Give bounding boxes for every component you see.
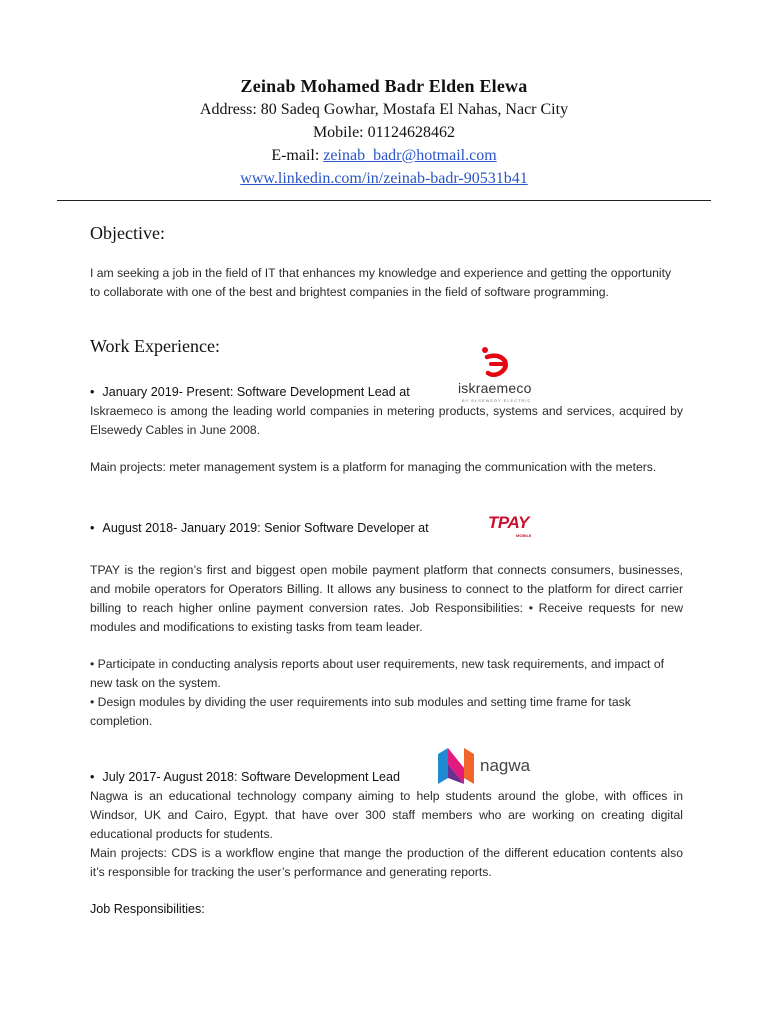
contact-header — [0, 74, 768, 190]
bullet: • — [90, 521, 95, 535]
job-title-iskraemeco — [90, 385, 410, 399]
iskraemeco-logo-subtitle: BY ELSEWEDY ELECTRIC — [462, 398, 532, 403]
objective-heading: Objective: — [90, 223, 165, 243]
objective-text: I am seeking a job in the field of IT that enhances my knowledge and experience and getting the opportunity to collaborate with one of the best and brightest companies in the field of software programming. — [90, 266, 672, 299]
linkedin-link[interactable]: www.linkedin.com/in/zeinab-badr-90531b41 — [240, 170, 528, 187]
tpay-responsibility-2: • Design modules by dividing the user requirements into sub modules and setting time frame for task completion. — [90, 695, 631, 728]
tpay-description: TPAY is the region’s first and biggest open mobile payment platform that connects consumers, businesses, and mobile operators for Operators Billing. It allows any business to connect to the platform for direct carrier billing to reach higher online payment conversion rates. Job Responsibilities: • Receive requests for new modules and modifications to existing tasks from team leader. — [90, 563, 683, 634]
job-responsibilities-heading: Job Responsibilities: — [90, 902, 205, 916]
linkedin-line — [0, 167, 768, 190]
nagwa-logo-text: nagwa — [480, 756, 531, 775]
nagwa-projects: Main projects: CDS is a workflow engine that mange the production of the different education contents also it’s responsible for tracking the user’s performance and generating reports. — [90, 846, 683, 879]
job-title-tpay — [90, 521, 429, 535]
header-divider — [57, 200, 711, 201]
iskraemeco-logo-text: iskraemeco — [458, 380, 532, 396]
job-title-text: August 2018- January 2019: Senior Software Developer at — [102, 521, 429, 535]
bullet: • — [90, 770, 95, 784]
iskraemeco-description: Iskraemeco is among the leading world companies in metering products, systems and services, acquired by Elsewedy Cables in June 2008. — [90, 404, 683, 437]
email-label: E-mail: — [271, 147, 324, 164]
mobile-label: Mobile: — [312, 124, 368, 141]
mobile-number: 01124628462 — [367, 124, 456, 141]
email-link[interactable]: zeinab_badr@hotmail.com — [323, 147, 497, 164]
email-line — [0, 144, 768, 167]
job-title-text: July 2017- August 2018: Software Development Lead — [102, 770, 400, 784]
tpay-logo-text: TPAY — [488, 513, 529, 532]
nagwa-description: Nagwa is an educational technology company aiming to help students around the globe, with offices in Windsor, UK and Cairo, Egypt. that have over 300 staff members who are working on creating digital educational products for students. — [90, 789, 683, 841]
tpay-logo-subtitle: MOBILE — [516, 533, 532, 538]
mobile-line — [0, 121, 768, 144]
nagwa-logo-icon — [438, 746, 474, 786]
bullet: • — [90, 385, 95, 399]
tpay-responsibility-1: • Participate in conducting analysis reports about user requirements, new task requirements, and impact of new task on the system. — [90, 657, 664, 690]
iskraemeco-logo-icon — [478, 345, 516, 379]
iskraemeco-projects: Main projects: meter management system is a platform for managing the communication with the meters. — [90, 460, 657, 474]
full-name: Zeinab Mohamed Badr Elden Elewa — [240, 76, 528, 96]
job-title-text: January 2019- Present: Software Development Lead at — [102, 385, 410, 399]
work-experience-heading: Work Experience: — [90, 336, 220, 356]
job-title-nagwa — [90, 770, 400, 784]
address: Address: 80 Sadeq Gowhar, Mostafa El Nahas, Nacr City — [199, 101, 569, 118]
